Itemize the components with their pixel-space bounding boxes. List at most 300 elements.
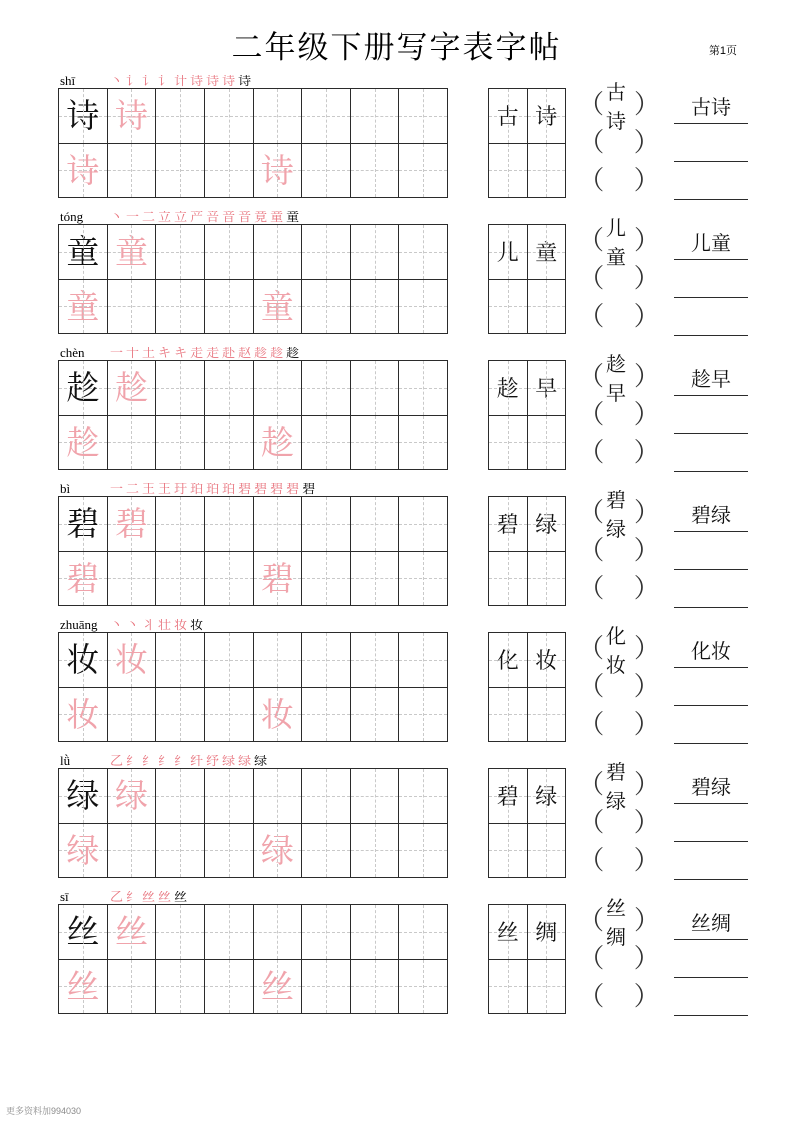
grid-cell[interactable] [108, 361, 157, 416]
word-text: 古诗 [691, 95, 731, 119]
bracket-row[interactable] [578, 668, 660, 706]
stroke-glyph: 妆 [174, 619, 188, 632]
bracket-column [578, 896, 660, 1016]
word-grid [488, 496, 566, 606]
trace-character: 趁 [66, 422, 100, 462]
stroke-glyph: 计 [174, 75, 188, 88]
stroke-sequence [110, 755, 267, 768]
grid-cell[interactable] [59, 960, 108, 1015]
stroke-order-line [58, 476, 748, 496]
bracket-left: （ [578, 226, 605, 256]
practice-grid [58, 496, 448, 606]
grid-cell[interactable] [254, 633, 303, 688]
stroke-glyph: 乙 [110, 891, 124, 904]
grid-cell[interactable] [399, 89, 448, 144]
word-text [604, 441, 633, 465]
grid-cell[interactable] [302, 497, 351, 552]
trace-character: 诗 [66, 150, 100, 190]
ruled-line[interactable] [674, 434, 748, 472]
grid-cell[interactable] [351, 960, 400, 1015]
practice-grid-wrap [58, 224, 448, 334]
bracket-row[interactable] [578, 298, 660, 336]
word-grid-cell[interactable] [528, 824, 567, 879]
bracket-left: （ [578, 90, 605, 120]
trace-character: 妆 [114, 640, 148, 680]
stroke-glyph: 讠 [126, 75, 140, 88]
ruled-column [674, 494, 748, 608]
stroke-glyph: 纾 [206, 755, 220, 768]
bracket-row[interactable] [578, 940, 660, 978]
stroke-glyph: 丶 [126, 619, 140, 632]
grid-cell[interactable] [399, 416, 448, 471]
bracket-row[interactable] [578, 706, 660, 744]
ruled-line[interactable] [674, 842, 748, 880]
word-text: 儿童 [606, 216, 627, 269]
grid-cell[interactable] [399, 688, 448, 743]
ruled-column [674, 86, 748, 200]
practice-grid-wrap [58, 360, 448, 470]
ruled-line[interactable] [674, 260, 748, 298]
word-text [604, 713, 633, 737]
grid-cell[interactable] [59, 688, 108, 743]
grid-cell[interactable] [302, 416, 351, 471]
grid-cell[interactable] [108, 497, 157, 552]
bracket-left: （ [578, 498, 605, 528]
word-character: 趁 [496, 377, 519, 403]
page-number: 第1页 [708, 45, 737, 57]
grid-cell[interactable] [205, 688, 254, 743]
grid-cell[interactable] [59, 769, 108, 824]
grid-cell[interactable] [399, 225, 448, 280]
word-grid-cell[interactable] [489, 824, 528, 879]
grid-cell[interactable] [156, 552, 205, 607]
bracket-row[interactable] [578, 124, 660, 162]
grid-cell[interactable] [59, 416, 108, 471]
grid-cell[interactable] [351, 280, 400, 335]
grid-cell[interactable] [399, 280, 448, 335]
grid-cell[interactable] [59, 552, 108, 607]
stroke-glyph: 丝 [158, 891, 172, 904]
word-grid-cell[interactable] [528, 416, 567, 471]
word-grid-cell[interactable] [489, 552, 528, 607]
word-grid-cell[interactable] [489, 905, 528, 960]
bracket-row[interactable] [578, 624, 660, 677]
grid-cell[interactable] [205, 960, 254, 1015]
bracket-left: （ [578, 362, 605, 392]
bracket-row[interactable] [578, 260, 660, 298]
grid-cell[interactable] [156, 769, 205, 824]
grid-cell[interactable] [399, 960, 448, 1015]
ruled-line[interactable] [674, 494, 748, 532]
trace-character: 诗 [114, 96, 148, 136]
bracket-right: ） [633, 770, 660, 800]
ruled-line[interactable] [674, 222, 748, 260]
grid-cell[interactable] [108, 769, 157, 824]
grid-cell[interactable] [399, 633, 448, 688]
word-grid-cell[interactable] [528, 769, 567, 824]
stroke-glyph: 纤 [190, 755, 204, 768]
word-grid-cell[interactable] [489, 144, 528, 199]
grid-cell[interactable] [254, 225, 303, 280]
character-row [58, 68, 748, 204]
bracket-row[interactable] [578, 396, 660, 434]
bracket-right: ） [633, 982, 660, 1012]
grid-cell[interactable] [254, 416, 303, 471]
trace-character: 童 [260, 286, 294, 326]
grid-cell[interactable] [59, 89, 108, 144]
word-grid-cell[interactable] [489, 225, 528, 280]
bracket-right: ） [633, 672, 660, 702]
word-text: 碧绿 [606, 760, 627, 813]
word-grid-cell[interactable] [528, 688, 567, 743]
ruled-line[interactable] [674, 162, 748, 200]
trace-character: 丝 [66, 966, 100, 1006]
grid-cell[interactable] [302, 89, 351, 144]
bracket-row[interactable] [578, 162, 660, 200]
grid-cell[interactable] [59, 361, 108, 416]
grid-cell[interactable] [205, 497, 254, 552]
bracket-row[interactable] [578, 896, 660, 949]
grid-cell[interactable] [108, 225, 157, 280]
ruled-line[interactable] [674, 902, 748, 940]
pinyin-label: shī [60, 73, 76, 88]
stroke-glyph: 纟 [126, 891, 140, 904]
word-grid-cell[interactable] [489, 89, 528, 144]
stroke-glyph: 赴 [222, 347, 236, 360]
word-grid-cell[interactable] [489, 280, 528, 335]
word-grid-cell[interactable] [489, 633, 528, 688]
grid-cell[interactable] [399, 824, 448, 879]
stroke-glyph: 纟 [126, 755, 140, 768]
bracket-left: （ [578, 128, 605, 158]
word-grid [488, 768, 566, 878]
bracket-row[interactable] [578, 216, 660, 269]
stroke-glyph: 一 [110, 483, 124, 496]
stroke-glyph: 讠 [142, 75, 156, 88]
grid-cell[interactable] [302, 280, 351, 335]
word-text [604, 675, 633, 699]
ruled-line[interactable] [674, 668, 748, 706]
stroke-glyph: 王 [142, 483, 156, 496]
grid-cell[interactable] [156, 633, 205, 688]
bracket-left: （ [578, 264, 605, 294]
grid-cell[interactable] [108, 905, 157, 960]
model-character: 诗 [66, 96, 100, 136]
word-grid-cell[interactable] [489, 769, 528, 824]
stroke-sequence [110, 483, 315, 496]
word-grid [488, 224, 566, 334]
bracket-left: （ [578, 574, 605, 604]
ruled-line[interactable] [674, 86, 748, 124]
grid-cell[interactable] [254, 280, 303, 335]
trace-character: 童 [66, 286, 100, 326]
grid-cell[interactable] [108, 633, 157, 688]
grid-cell[interactable] [156, 225, 205, 280]
model-character: 童 [66, 232, 100, 272]
grid-cell[interactable] [156, 416, 205, 471]
word-grid-cell[interactable] [528, 361, 567, 416]
grid-cell[interactable] [254, 144, 303, 199]
grid-cell[interactable] [302, 688, 351, 743]
grid-cell[interactable] [108, 89, 157, 144]
grid-cell[interactable] [205, 769, 254, 824]
grid-cell[interactable] [351, 688, 400, 743]
bracket-left: （ [578, 400, 605, 430]
bracket-right: ） [633, 634, 660, 664]
grid-cell[interactable] [156, 89, 205, 144]
stroke-glyph: 丶 [110, 619, 124, 632]
grid-cell[interactable] [302, 633, 351, 688]
grid-cell[interactable] [59, 905, 108, 960]
grid-cell[interactable] [254, 688, 303, 743]
grid-cell[interactable] [254, 960, 303, 1015]
word-grid-cell[interactable] [489, 497, 528, 552]
stroke-glyph: 丝 [174, 891, 188, 904]
grid-cell[interactable] [254, 497, 303, 552]
practice-grid-wrap [58, 496, 448, 606]
grid-cell[interactable] [205, 89, 254, 144]
grid-cell[interactable] [156, 497, 205, 552]
grid-cell[interactable] [351, 497, 400, 552]
word-text [604, 403, 633, 427]
grid-cell[interactable] [156, 905, 205, 960]
grid-cell[interactable] [108, 824, 157, 879]
grid-cell[interactable] [156, 824, 205, 879]
word-grid [488, 632, 566, 742]
trace-character: 丝 [260, 966, 294, 1006]
stroke-glyph: 乙 [110, 755, 124, 768]
grid-cell[interactable] [399, 144, 448, 199]
word-text [604, 131, 633, 155]
grid-cell[interactable] [351, 225, 400, 280]
grid-cell[interactable] [59, 497, 108, 552]
grid-cell[interactable] [254, 552, 303, 607]
grid-cell[interactable] [108, 280, 157, 335]
grid-cell[interactable] [59, 280, 108, 335]
ruled-line[interactable] [674, 532, 748, 570]
grid-cell[interactable] [205, 144, 254, 199]
bracket-row[interactable] [578, 842, 660, 880]
grid-cell[interactable] [254, 361, 303, 416]
word-grid-cell[interactable] [489, 361, 528, 416]
stroke-glyph: 讠 [158, 75, 172, 88]
word-character: 绸 [535, 921, 558, 947]
grid-cell[interactable] [351, 552, 400, 607]
grid-cell[interactable] [205, 633, 254, 688]
grid-cell[interactable] [108, 552, 157, 607]
grid-cell[interactable] [399, 905, 448, 960]
grid-cell[interactable] [351, 633, 400, 688]
stroke-glyph: 音 [238, 211, 252, 224]
bracket-column [578, 80, 660, 200]
bracket-right: ） [633, 438, 660, 468]
word-grid-cell[interactable] [528, 497, 567, 552]
grid-cell[interactable] [156, 361, 205, 416]
trace-character: 趁 [114, 368, 148, 408]
practice-grid [58, 88, 448, 198]
ruled-line[interactable] [674, 570, 748, 608]
grid-cell[interactable] [59, 144, 108, 199]
word-text: 古诗 [606, 80, 627, 133]
grid-cell[interactable] [156, 280, 205, 335]
word-character: 碧 [496, 513, 519, 539]
grid-cell[interactable] [108, 144, 157, 199]
word-text [604, 947, 633, 971]
ruled-line[interactable] [674, 358, 748, 396]
ruled-line[interactable] [674, 124, 748, 162]
word-grid-cell[interactable] [528, 89, 567, 144]
grid-cell[interactable] [59, 824, 108, 879]
stroke-sequence [110, 619, 203, 632]
bracket-right: ） [633, 226, 660, 256]
word-grid-cell[interactable] [489, 960, 528, 1015]
grid-cell[interactable] [254, 824, 303, 879]
bracket-right: ） [633, 846, 660, 876]
grid-cell[interactable] [351, 824, 400, 879]
grid-cell[interactable] [59, 633, 108, 688]
model-character: 绿 [66, 776, 100, 816]
word-grid-cell[interactable] [489, 416, 528, 471]
stroke-glyph: 童 [270, 211, 284, 224]
model-character: 趁 [66, 368, 100, 408]
stroke-glyph: 趁 [270, 347, 284, 360]
page-title: 二年级下册写字表字帖 [231, 30, 562, 66]
grid-cell[interactable] [351, 144, 400, 199]
grid-cell[interactable] [351, 416, 400, 471]
grid-cell[interactable] [399, 769, 448, 824]
grid-cell[interactable] [302, 144, 351, 199]
pinyin-label: sī [60, 889, 69, 904]
bracket-right: ） [633, 944, 660, 974]
trace-character: 碧 [114, 504, 148, 544]
character-row [58, 340, 748, 476]
bracket-left: （ [578, 944, 605, 974]
grid-cell[interactable] [254, 769, 303, 824]
word-grid-cell[interactable] [528, 225, 567, 280]
word-grid-cell[interactable] [528, 633, 567, 688]
grid-cell[interactable] [399, 552, 448, 607]
word-character: 绿 [535, 513, 558, 539]
word-grid-cell[interactable] [528, 144, 567, 199]
practice-grid [58, 904, 448, 1014]
stroke-glyph: 碧 [286, 483, 300, 496]
grid-cell[interactable] [302, 960, 351, 1015]
grid-cell[interactable] [59, 225, 108, 280]
grid-cell[interactable] [205, 361, 254, 416]
grid-cell[interactable] [108, 960, 157, 1015]
word-grid-cell[interactable] [528, 280, 567, 335]
grid-cell[interactable] [302, 225, 351, 280]
bracket-left: （ [578, 906, 605, 936]
bracket-row[interactable] [578, 352, 660, 405]
ruled-line[interactable] [674, 940, 748, 978]
stroke-glyph: 绿 [254, 755, 268, 768]
grid-cell[interactable] [108, 416, 157, 471]
bracket-row[interactable] [578, 978, 660, 1016]
bracket-row[interactable] [578, 760, 660, 813]
bracket-row[interactable] [578, 804, 660, 842]
word-grid-cell[interactable] [528, 905, 567, 960]
grid-cell[interactable] [351, 361, 400, 416]
practice-grid-wrap [58, 88, 448, 198]
stroke-glyph: 碧 [270, 483, 284, 496]
bracket-row[interactable] [578, 532, 660, 570]
ruled-line[interactable] [674, 978, 748, 1016]
grid-cell[interactable] [205, 416, 254, 471]
grid-cell[interactable] [156, 688, 205, 743]
model-character: 碧 [66, 504, 100, 544]
grid-cell[interactable] [156, 144, 205, 199]
grid-cell[interactable] [254, 905, 303, 960]
stroke-glyph: 音 [222, 211, 236, 224]
grid-cell[interactable] [399, 497, 448, 552]
stroke-glyph: 纟 [158, 755, 172, 768]
grid-cell[interactable] [205, 552, 254, 607]
grid-cell[interactable] [205, 824, 254, 879]
word-text [604, 577, 633, 601]
practice-grid-wrap [58, 904, 448, 1014]
grid-cell[interactable] [351, 89, 400, 144]
stroke-glyph: 趁 [286, 347, 300, 360]
stroke-glyph: 产 [190, 211, 204, 224]
grid-cell[interactable] [302, 552, 351, 607]
ruled-line[interactable] [674, 298, 748, 336]
bracket-row[interactable] [578, 488, 660, 541]
grid-cell[interactable] [351, 769, 400, 824]
grid-cell[interactable] [302, 824, 351, 879]
grid-cell[interactable] [205, 225, 254, 280]
character-row [58, 884, 748, 1020]
bracket-row[interactable] [578, 80, 660, 133]
word-text: 趁早 [606, 352, 627, 405]
grid-cell[interactable] [399, 361, 448, 416]
grid-cell[interactable] [254, 89, 303, 144]
word-grid-cell[interactable] [489, 688, 528, 743]
trace-character: 绿 [114, 776, 148, 816]
grid-cell[interactable] [108, 688, 157, 743]
ruled-line[interactable] [674, 706, 748, 744]
ruled-line[interactable] [674, 396, 748, 434]
practice-grid [58, 360, 448, 470]
grid-cell[interactable] [351, 905, 400, 960]
practice-grid [58, 632, 448, 742]
word-grid-cell[interactable] [528, 960, 567, 1015]
word-character: 化 [496, 649, 519, 675]
word-text: 碧绿 [691, 503, 731, 527]
ruled-line[interactable] [674, 804, 748, 842]
word-character: 绿 [535, 785, 558, 811]
word-grid-cell[interactable] [528, 552, 567, 607]
bracket-left: （ [578, 770, 605, 800]
grid-cell[interactable] [205, 280, 254, 335]
stroke-glyph: 土 [142, 347, 156, 360]
ruled-line[interactable] [674, 766, 748, 804]
grid-cell[interactable] [302, 769, 351, 824]
bracket-left: （ [578, 302, 605, 332]
grid-cell[interactable] [302, 361, 351, 416]
stroke-glyph: 童 [286, 211, 300, 224]
word-text: 丝绸 [606, 896, 627, 949]
stroke-order-line [58, 340, 748, 360]
grid-cell[interactable] [302, 905, 351, 960]
grid-cell[interactable] [205, 905, 254, 960]
grid-cell[interactable] [156, 960, 205, 1015]
stroke-glyph: 王 [158, 483, 172, 496]
ruled-line[interactable] [674, 630, 748, 668]
bracket-row[interactable] [578, 434, 660, 472]
bracket-row[interactable] [578, 570, 660, 608]
stroke-glyph: キ [158, 347, 172, 360]
